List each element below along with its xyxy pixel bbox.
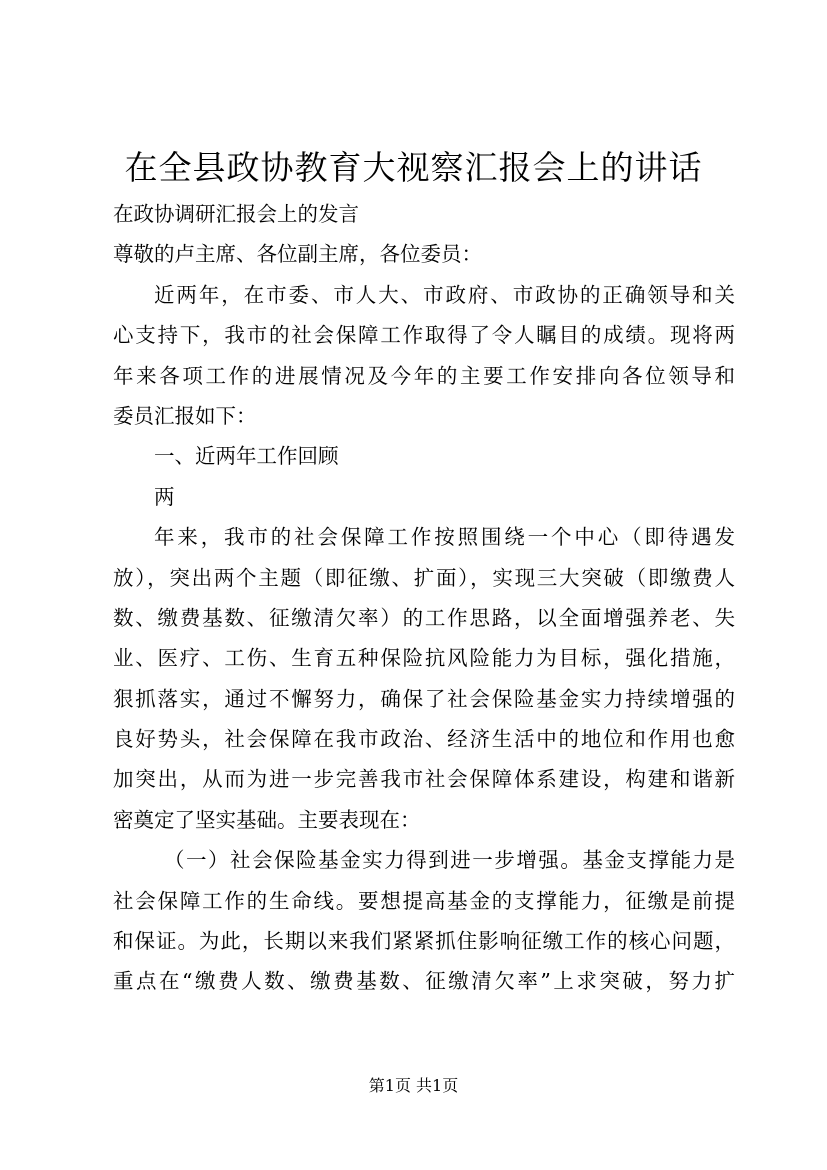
section-heading: 一、近两年工作回顾 [154,444,339,469]
document-body [113,194,735,1002]
paragraph-line: 良好势头，社会保障在我市政治、经济生活中的地位和作用也愈 [113,727,735,752]
paragraph-line: 社会保障工作的生命线。要想提高基金的支撑能力，征缴是前提 [113,888,735,913]
paragraph-line: 重点在“缴费人数、缴费基数、征缴清欠率”上求突破，努力扩 [113,969,735,994]
paragraph-line: 业、医疗、工伤、生育五种保险抗风险能力为目标，强化措施， [113,646,735,671]
paragraph-line: 心支持下，我市的社会保障工作取得了令人瞩目的成绩。现将两 [113,323,735,348]
paragraph-line: 密奠定了坚实基础。主要表现在： [113,807,421,832]
subtitle-line: 在政协调研汇报会上的发言 [113,202,359,226]
paragraph-line: 狠抓落实，通过不懈努力，确保了社会保险基金实力持续增强的 [113,686,735,711]
paragraph-line: 委员汇报如下： [113,403,257,428]
subsection-heading: （一）社会保险基金实力得到进一步增强。基金支撑能力是 [164,848,735,873]
paragraph-line: 近两年，在市委、市人大、市政府、市政协的正确领导和关 [154,282,735,307]
document-title: 在全县政协教育大视察汇报会上的讲话 [124,148,703,187]
paragraph-line: 放），突出两个主题（即征缴、扩面），实现三大突破（即缴费人 [113,565,735,590]
salutation-line: 尊敬的卢主席、各位副主席，各位委员： [113,242,482,267]
paragraph-line: 和保证。为此，长期以来我们紧紧抓住影响征缴工作的核心问题， [113,929,735,954]
paragraph-line: 年来各项工作的进展情况及今年的主要工作安排向各位领导和 [113,363,735,388]
paragraph-line: 两 [154,484,175,509]
paragraph-line: 加突出，从而为进一步完善我市社会保障体系建设，构建和谐新 [113,767,735,792]
paragraph-line: 数、缴费基数、征缴清欠率）的工作思路，以全面增强养老、失 [113,605,735,630]
page-number-footer: 第1页 共1页 [368,1076,459,1095]
paragraph-line: 年来，我市的社会保障工作按照围绕一个中心（即待遇发 [154,525,735,550]
